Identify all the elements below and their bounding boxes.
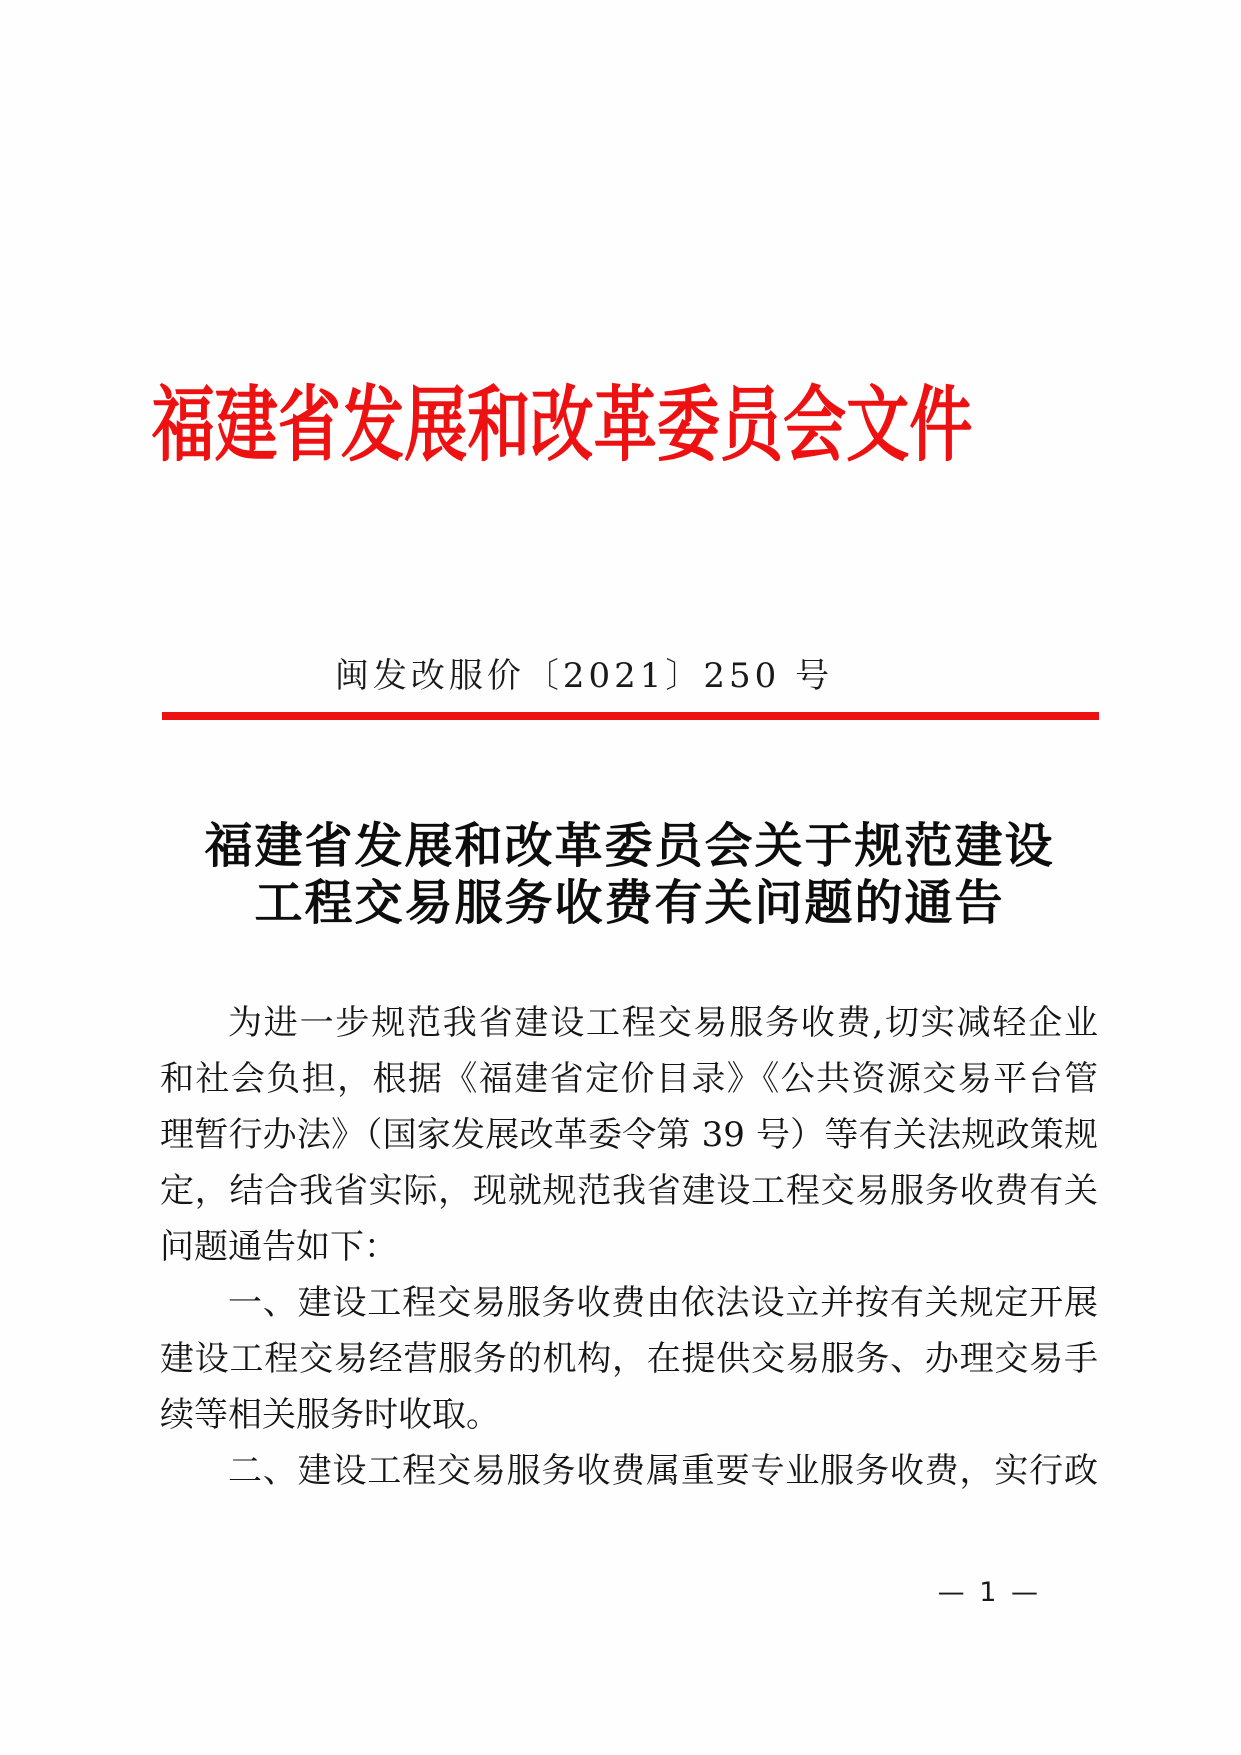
body-line: 问题通告如下： — [160, 1227, 398, 1267]
body-line: 续等相关服务时收取。 — [160, 1395, 500, 1435]
document-reference-number: 闽发改服价〔2021〕250 号 — [334, 656, 834, 696]
body-line: 一、建设工程交易服务收费由依法设立并按有关规定开展 — [228, 1283, 1098, 1323]
red-separator-line — [162, 712, 1099, 720]
body-line: 二、建设工程交易服务收费属重要专业服务收费，实行政 — [228, 1451, 1098, 1491]
document-title — [9, 818, 1241, 932]
body-line: 定，结合我省实际，现就规范我省建设工程交易服务收费有关 — [160, 1171, 1098, 1211]
body-line: 和社会负担，根据《福建省定价目录》《公共资源交易平台管 — [160, 1059, 1098, 1099]
issuing-agency-banner-text: 福建省发展和改革委员会文件 — [152, 377, 973, 473]
body-line: 建设工程交易经营服务的机构，在提供交易服务、办理交易手 — [160, 1339, 1098, 1379]
document-title-line-1: 福建省发展和改革委员会关于规范建设 — [204, 818, 1055, 874]
body-line: 为进一步规范我省建设工程交易服务收费,切实减轻企业 — [228, 1003, 1098, 1043]
body-line: 理暂行办法》（国家发展改革委令第 39 号）等有关法规政策规 — [160, 1115, 1098, 1155]
document-header-banner — [0, 360, 1183, 477]
page-number: — 1 — — [937, 1577, 1041, 1608]
document-title-line-2: 工程交易服务收费有关问题的通告 — [254, 875, 1005, 931]
document-body — [160, 995, 1098, 1499]
